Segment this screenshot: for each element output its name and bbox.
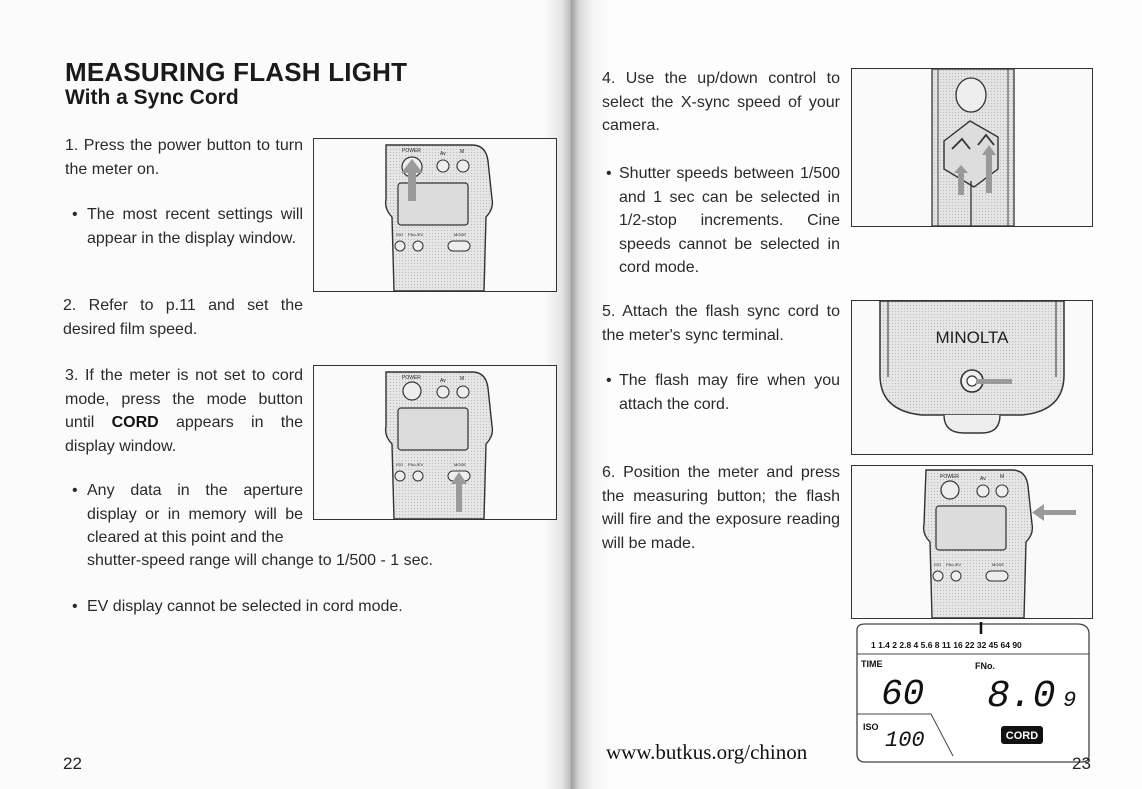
meter-illustration — [314, 366, 556, 519]
figure-sync-terminal — [851, 300, 1093, 455]
lcd-display-diagram — [851, 622, 1091, 764]
down-arrow — [958, 173, 964, 195]
brand-logo: MINOLTA — [935, 328, 1009, 347]
iso-label: ISO — [396, 462, 403, 467]
bullet-4-text: Shutter speeds between 1/500 and 1 sec can be selected in 1/2-stop increments. Cine speeds cannot be selected in cord mode. — [619, 165, 840, 276]
figure-measuring-button — [851, 465, 1093, 619]
step-6-text: 6. Position the meter and press the measuring button; the flash will fire and the exposure reading will be made. — [602, 464, 840, 552]
fno-ev-label: FNo./EV — [408, 462, 424, 467]
bullet-dot: • — [72, 598, 78, 615]
fno-fraction: 9 — [1063, 688, 1077, 713]
page-number: 23 — [1072, 754, 1091, 773]
fno-ev-label: FNo./EV — [946, 562, 962, 567]
step-1-text: 1. Press the power button to turn the meter on. — [65, 137, 303, 178]
bullet-1 — [72, 203, 303, 250]
step-5-text: 5. Attach the flash sync cord to the meter's sync terminal. — [602, 303, 840, 344]
bullet-dot: • — [606, 372, 612, 389]
m-label: M — [460, 376, 465, 382]
bullet-dot: • — [72, 482, 78, 499]
bullet-dot: • — [72, 206, 78, 223]
mode-label: MODE — [992, 562, 1004, 567]
fno-ev-label: FNo./EV — [408, 232, 424, 237]
bullet-1-text: The most recent settings will appear in the display window. — [87, 206, 303, 247]
av-label: Av — [440, 151, 446, 157]
measuring-button — [996, 485, 1008, 497]
mode-label: MODE — [454, 232, 466, 237]
m-label: M — [1000, 474, 1005, 480]
iso-value: 100 — [885, 728, 925, 753]
mode-label: MODE — [454, 462, 466, 467]
time-value: 60 — [881, 674, 925, 715]
pointer-arrow — [408, 171, 416, 201]
step-3-text-a: 3. If the meter is not set to cord mode, press the mode button until — [65, 367, 303, 431]
power-label: POWER — [940, 474, 959, 480]
step-4-text: 4. Use the up/down control to select the X-sync speed of your camera. — [602, 70, 840, 134]
fno-value: 8.0 — [987, 675, 1056, 718]
power-label: POWER — [402, 148, 421, 154]
page-number: 22 — [63, 754, 82, 773]
source-url: www.butkus.org/chinon — [606, 740, 808, 764]
meter-illustration — [852, 466, 1092, 618]
sync-terminal-illustration — [852, 301, 1092, 454]
fno-label: FNo. — [975, 661, 995, 671]
iso-label: ISO — [934, 562, 941, 567]
step-3-text — [65, 364, 303, 458]
figure-up-down-control — [851, 68, 1093, 227]
meter-illustration — [314, 139, 556, 291]
iso-label: ISO — [396, 232, 403, 237]
aperture-scale: 1 1.4 2 2.8 4 5.6 8 11 16 22 32 45 64 90 — [871, 640, 1022, 650]
up-arrow — [986, 153, 992, 193]
bullet-5-text: The flash may fire when you attach the cord. — [619, 372, 840, 413]
bullet-2-continuation: shutter-speed range will change to 1/500 - 1 sec. — [87, 552, 433, 569]
bullet-4 — [606, 162, 840, 280]
step-3-text-b: appears in the display window. — [65, 414, 303, 455]
step-2-text: 2. Refer to p.11 and set the desired film speed. — [63, 297, 303, 338]
figure-mode-button — [313, 365, 557, 520]
cord-indicator: CORD — [1005, 730, 1039, 742]
figure-power-button — [313, 138, 557, 292]
bullet-2 — [72, 479, 303, 550]
av-label: Av — [980, 476, 986, 482]
bullet-dot: • — [606, 165, 612, 182]
pointer-arrow — [976, 379, 1012, 384]
bullet-5 — [606, 369, 840, 416]
lcd-illustration — [851, 622, 1091, 764]
pointer-arrow — [1042, 510, 1076, 515]
av-label: Av — [440, 378, 446, 384]
page-subtitle: With a Sync Cord — [65, 86, 239, 109]
m-label: M — [460, 149, 465, 155]
cord-keyword: CORD — [111, 414, 159, 431]
bullet-2-text: Any data in the aperture display or in memory will be cleared at this point and the — [87, 482, 303, 546]
power-label: POWER — [402, 375, 421, 381]
bullet-3-text: EV display cannot be selected in cord mode. — [87, 598, 403, 615]
iso-label: ISO — [863, 722, 879, 732]
page-title: MEASURING FLASH LIGHT — [65, 57, 408, 87]
up-down-illustration — [852, 69, 1092, 226]
bullet-3 — [72, 595, 492, 619]
time-label: TIME — [861, 659, 883, 669]
